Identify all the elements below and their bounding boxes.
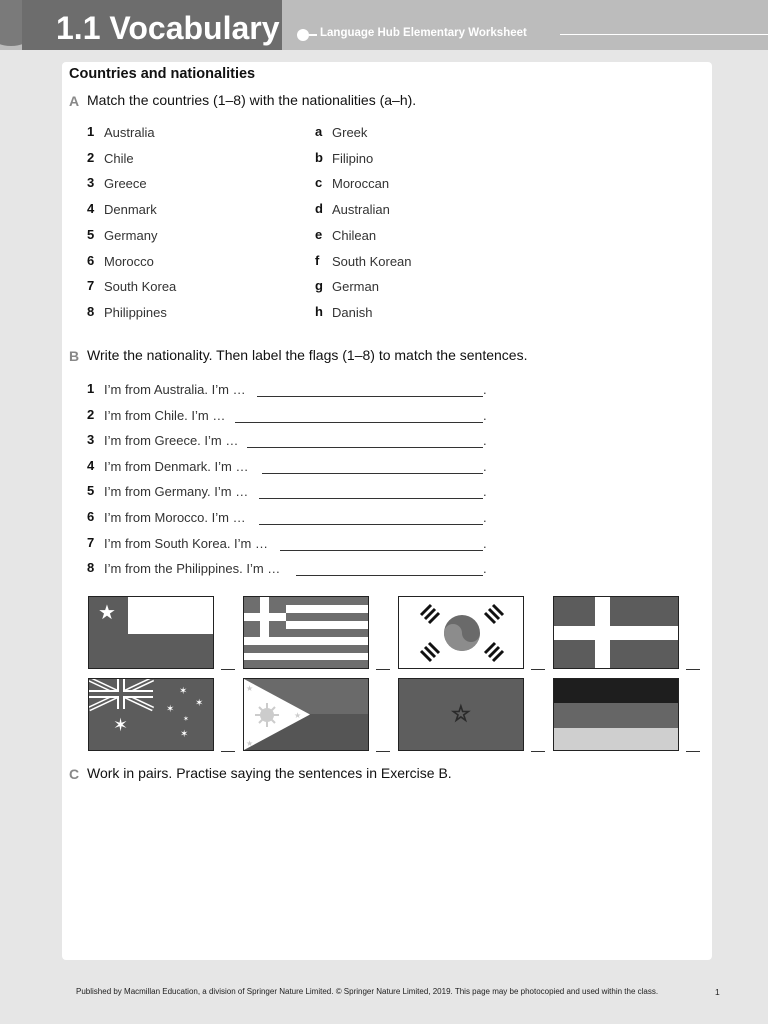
- country-number: 1: [87, 124, 95, 139]
- section-heading: Countries and nationalities: [69, 66, 256, 82]
- australia-flag: [88, 678, 214, 751]
- page-number: 1: [715, 987, 720, 997]
- germany-flag: [553, 678, 679, 751]
- country-number: 7: [87, 278, 95, 294]
- svg-text:✶: ✶: [195, 698, 204, 709]
- country-number: 4: [87, 201, 95, 217]
- denmark-flag: [553, 596, 679, 669]
- answer-line[interactable]: [235, 422, 483, 423]
- nationality-letter: a: [315, 124, 323, 139]
- nationality-letter: c: [315, 175, 323, 191]
- exercise-c-letter: C: [69, 766, 80, 782]
- worksheet-subtitle: Language Hub Elementary Worksheet: [320, 27, 527, 39]
- exercise-a-letter: A: [69, 93, 80, 109]
- answer-line[interactable]: [262, 473, 483, 474]
- subtitle-dash: [309, 34, 317, 36]
- nationality-letter: e: [315, 226, 323, 242]
- country-item: Chile: [104, 150, 134, 166]
- exercise-c-instruction: Work in pairs. Practise saying the sentences in Exercise B.: [87, 765, 452, 781]
- subtitle-rule: [560, 34, 768, 35]
- country-number: 2: [87, 149, 95, 165]
- svg-text:✶: ✶: [113, 715, 129, 736]
- sentence-full-stop: .: [483, 510, 487, 525]
- chile-flag: ★: [88, 596, 214, 669]
- exercise-b-letter: B: [69, 348, 80, 364]
- worksheet-card: [62, 62, 712, 960]
- svg-text:★: ★: [246, 739, 254, 748]
- sentence-text: I’m from South Korea. I’m …: [104, 535, 268, 551]
- nationality-item: Danish: [332, 304, 373, 320]
- answer-line[interactable]: [280, 550, 483, 551]
- sentence-text: I’m from Morocco. I’m …: [104, 510, 246, 525]
- morocco-flag: ☆: [398, 678, 524, 751]
- country-item: Morocco: [104, 253, 154, 269]
- svg-text:★: ★: [294, 711, 302, 720]
- nationality-item: Filipino: [332, 150, 374, 166]
- answer-line[interactable]: [259, 524, 483, 525]
- nationality-item: Chilean: [332, 227, 377, 243]
- flag-answer-blank[interactable]: [686, 751, 700, 752]
- country-item: Philippines: [104, 304, 167, 320]
- sentence-full-stop: .: [483, 561, 487, 577]
- country-item: Greece: [104, 176, 147, 192]
- sentence-text: I’m from Germany. I’m …: [104, 484, 249, 500]
- nationality-letter: f: [315, 252, 320, 268]
- country-number: 8: [87, 303, 95, 319]
- sentence-full-stop: .: [483, 535, 487, 551]
- nationality-item: Moroccan: [332, 176, 390, 192]
- nationality-item: South Korean: [332, 253, 412, 269]
- nationality-letter: d: [315, 201, 323, 217]
- flag-answer-blank[interactable]: [221, 751, 235, 752]
- answer-line[interactable]: [257, 396, 483, 397]
- sentence-full-stop: .: [483, 433, 487, 449]
- flag-answer-blank[interactable]: [531, 669, 545, 670]
- subtitle-bullet-icon: [297, 29, 309, 41]
- sentence-full-stop: .: [483, 407, 487, 423]
- answer-line[interactable]: [296, 575, 483, 576]
- footer-copyright: Published by Macmillan Education, a division of Springer Nature Limited. © Springer Nature Limited, 2019. This page may be photocopied and used within the class.: [76, 987, 659, 996]
- sentence-text: I’m from Greece. I’m …: [104, 433, 239, 449]
- nationality-letter: g: [315, 278, 323, 294]
- country-item: Germany: [104, 227, 158, 243]
- sentence-number: 3: [87, 432, 95, 448]
- philippines-flag: [243, 678, 369, 751]
- nationality-item: Australian: [332, 202, 390, 218]
- nationality-item: German: [332, 279, 379, 295]
- flag-answer-blank[interactable]: [376, 669, 390, 670]
- country-number: 6: [87, 252, 95, 268]
- answer-line[interactable]: [247, 447, 483, 448]
- sentence-number: 4: [87, 457, 95, 473]
- south-korea-flag: [398, 596, 524, 669]
- sentence-number: 2: [87, 406, 95, 422]
- sentence-full-stop: .: [483, 484, 487, 500]
- sentence-number: 1: [87, 381, 95, 396]
- svg-text:✶: ✶: [179, 686, 188, 697]
- header-bar: [0, 0, 768, 50]
- svg-text:✶: ✶: [166, 704, 175, 715]
- country-item: South Korea: [104, 279, 177, 295]
- sentence-full-stop: .: [483, 382, 487, 397]
- page-title: 1.1 Vocabulary: [56, 10, 280, 46]
- sentence-number: 5: [87, 483, 95, 499]
- flag-answer-blank[interactable]: [376, 751, 390, 752]
- svg-text:★: ★: [246, 684, 254, 693]
- sentence-text: I’m from the Philippines. I’m …: [104, 561, 281, 577]
- exercise-a-instruction: Match the countries (1–8) with the nationalities (a–h).: [87, 92, 417, 108]
- flag-answer-blank[interactable]: [221, 669, 235, 670]
- country-number: 3: [87, 175, 95, 191]
- sentence-full-stop: .: [483, 458, 487, 474]
- flag-answer-blank[interactable]: [686, 669, 700, 670]
- sentence-text: I’m from Denmark. I’m …: [104, 458, 249, 474]
- nationality-letter: h: [315, 303, 323, 319]
- nationality-letter: b: [315, 149, 323, 165]
- sentence-number: 8: [87, 560, 95, 576]
- sentence-text: I’m from Chile. I’m …: [104, 407, 226, 423]
- flag-answer-blank[interactable]: [531, 751, 545, 752]
- nationality-item: Greek: [332, 125, 368, 140]
- country-number: 5: [87, 226, 95, 242]
- country-item: Australia: [104, 125, 155, 140]
- greece-flag: [243, 596, 369, 669]
- country-item: Denmark: [104, 202, 157, 218]
- sentence-number: 7: [87, 534, 95, 550]
- answer-line[interactable]: [259, 498, 483, 499]
- sentence-number: 6: [87, 509, 95, 524]
- svg-text:✶: ✶: [180, 729, 189, 740]
- svg-text:✶: ✶: [183, 715, 189, 723]
- sentence-text: I’m from Australia. I’m …: [104, 382, 246, 397]
- exercise-b-instruction: Write the nationality. Then label the flags (1–8) to match the sentences.: [87, 347, 528, 363]
